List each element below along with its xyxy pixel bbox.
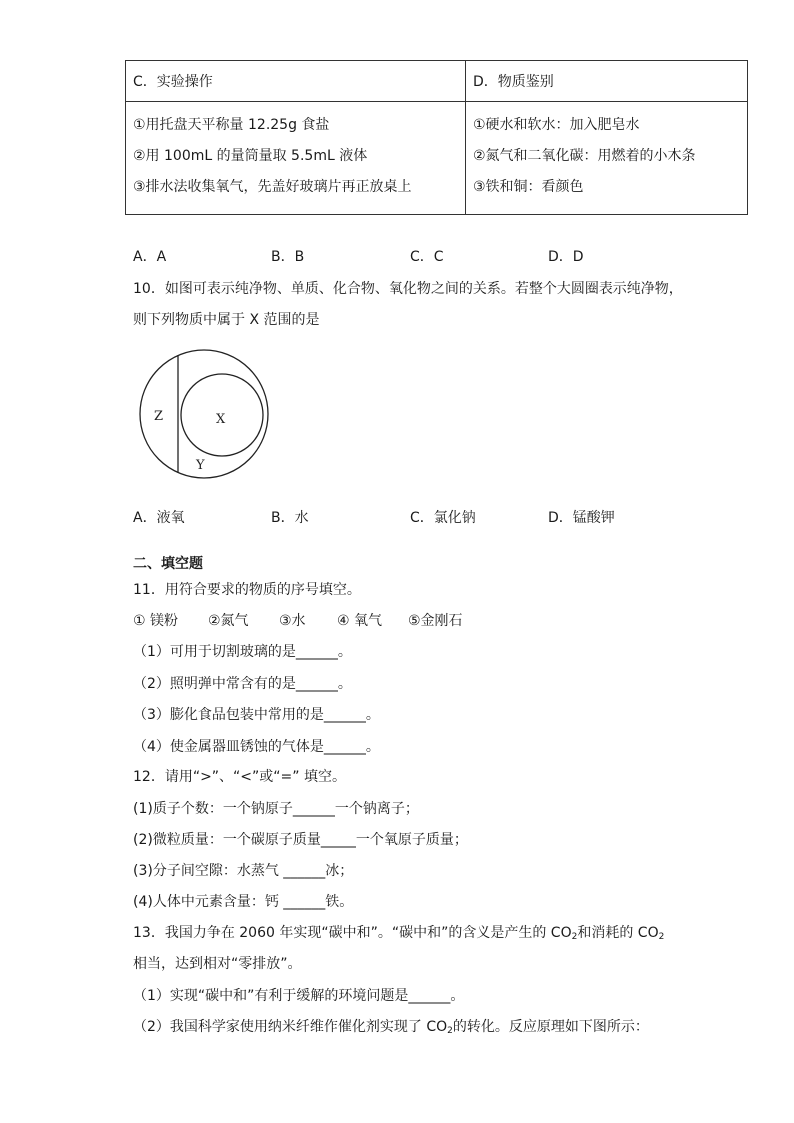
q11-item: （4）使金属器皿锈蚀的气体是______。 (133, 739, 380, 755)
q11-item: （2）照明弹中常含有的是______。 (133, 676, 352, 692)
q11-item: （1）可用于切割玻璃的是______。 (133, 644, 352, 660)
q9-choice-a: A．A (133, 249, 167, 265)
table-header-c: C．实验操作 (126, 61, 466, 102)
q11-item: （3）膨化食品包装中常用的是______。 (133, 707, 380, 723)
q13-stem-line1 (133, 922, 664, 942)
q11-option: ④ 氧气 (337, 613, 383, 629)
table-cell-d (466, 102, 748, 215)
q11-option: ②氮气 (208, 613, 249, 629)
table-header-d: D．物质鉴别 (466, 61, 748, 102)
q9-choice-b: B．B (271, 249, 305, 265)
section-title: 二、填空题 (133, 556, 203, 572)
q11-option: ③水 (279, 613, 306, 629)
q12-item: (1)质子个数：一个钠原子______一个钠离子； (133, 801, 419, 817)
subscript-2: 2 (447, 1026, 453, 1036)
label-y: Y (196, 458, 205, 473)
table-cell-line: ②用 100mL 的量筒量取 5.5mL 液体 (133, 148, 368, 164)
table-cell-line: ①硬水和软水：加入肥皂水 (473, 117, 640, 133)
q11-stem: 11．用符合要求的物质的序号填空。 (133, 582, 361, 598)
q10-choice-c: C．氯化钠 (410, 510, 476, 526)
subscript-2: 2 (658, 932, 665, 942)
subscript-2: 2 (571, 932, 578, 942)
table-cell-line: ②氮气和二氧化碳：用燃着的小木条 (473, 148, 696, 164)
q13-item2 (133, 1016, 649, 1036)
q13-text: （2）我国科学家使用纳米纤维作催化剂实现了 CO (133, 1019, 448, 1035)
table-cell-line: ③铁和铜：看颜色 (473, 179, 584, 195)
q10-choice-a: A．液氧 (133, 510, 185, 526)
q12-item: (3)分子间空隙：水蒸气 ______冰； (133, 863, 354, 879)
q13-item1: （1）实现“碳中和”有利于缓解的环境问题是______。 (133, 988, 465, 1004)
q10-stem-line2: 则下列物质中属于 X 范围的是 (133, 312, 320, 328)
q13-stem-line2: 相当，达到相对“零排放”。 (133, 956, 302, 972)
q11-option: ① 镁粉 (133, 613, 179, 629)
q10-stem-line1: 10．如图可表示纯净物、单质、化合物、氧化物之间的关系。若整个大圆圈表示纯净物， (133, 281, 683, 297)
q12-item: (2)微粒质量：一个碳原子质量_____一个氧原子质量； (133, 832, 468, 848)
q13-text: 和消耗的 CO (577, 925, 659, 941)
label-z: Z (154, 409, 164, 424)
q13-text: 的转化。反应原理如下图所示： (452, 1019, 649, 1035)
q10-choice-d: D．锰酸钾 (548, 510, 615, 526)
q9-choice-c: C．C (410, 249, 444, 265)
table-cell-c (126, 102, 466, 215)
set-relation-diagram (136, 346, 276, 482)
options-table (125, 60, 748, 215)
table-cell-line: ①用托盘天平称量 12.25g 食盐 (133, 117, 330, 133)
q10-choice-b: B．水 (271, 510, 309, 526)
q11-option: ⑤金刚石 (408, 613, 463, 629)
table-cell-line: ③排水法收集氧气，先盖好玻璃片再正放桌上 (133, 179, 412, 195)
q12-item: (4)人体中元素含量：钙 ______铁。 (133, 894, 354, 910)
q13-text: 13．我国力争在 2060 年实现“碳中和”。“碳中和”的含义是产生的 CO (133, 925, 572, 941)
q9-choice-d: D．D (548, 249, 584, 265)
q12-stem: 12．请用“>”、“<”或“=” 填空。 (133, 769, 346, 785)
label-x: X (216, 412, 226, 427)
